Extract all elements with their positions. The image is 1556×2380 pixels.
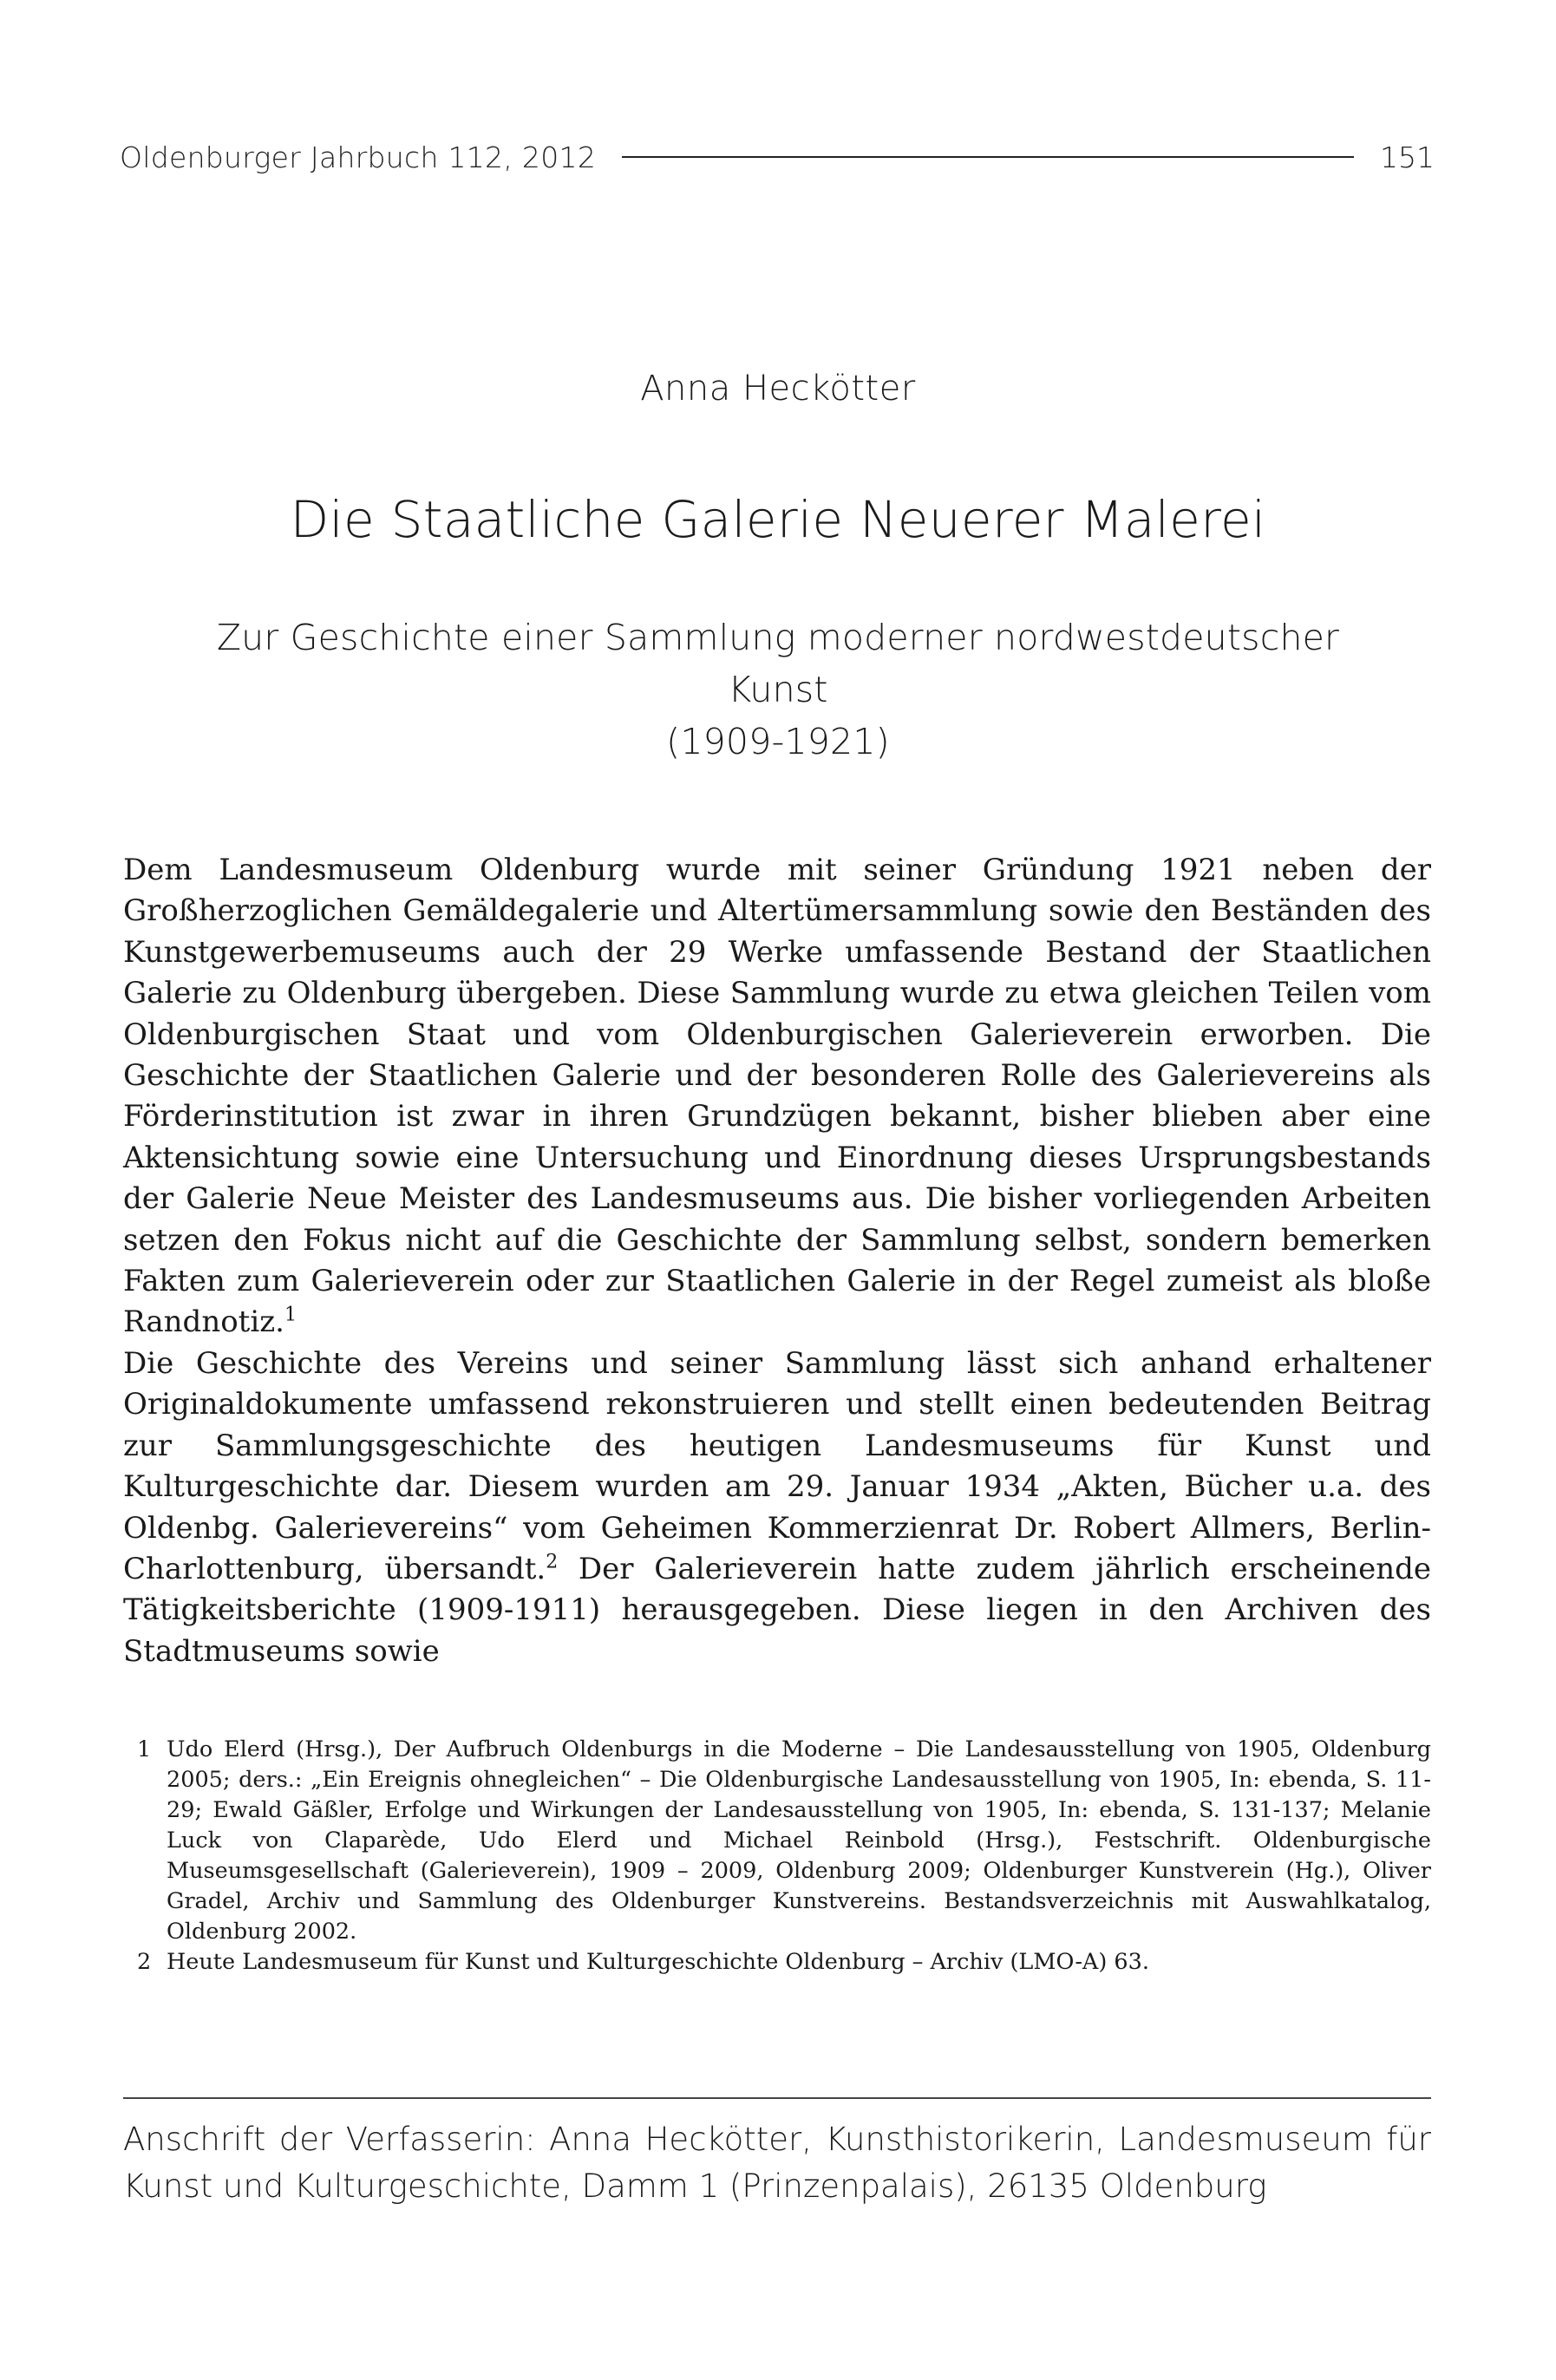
footnote-text: Heute Landesmuseum für Kunst und Kulturgeschichte Oldenburg – Archiv (LMO-A) 63. xyxy=(167,1949,1149,1975)
page-number: 151 xyxy=(1380,140,1435,174)
paragraph xyxy=(123,1344,1431,1672)
subtitle-line: Zur Geschichte einer Sammlung moderner nordwestdeutscher Kunst xyxy=(216,617,1340,710)
footnote xyxy=(137,1947,1431,1978)
footnote-text: Udo Elerd (Hrsg.), Der Aufbruch Oldenburgs in die Moderne – Die Landesausstellung von 1905, Oldenburg 2005; ders.: „Ein Ereignis ohnegleichen“ – Die Oldenburgische Landesausstellung von 1905, In: ebenda, S. 11-29; Ewald Gäßler, Erfolge und Wirkungen der Landesausstellung von 1905, In: ebenda, S. 131-137; Melanie Luck von Claparède, Udo Elerd und Michael Reinbold (Hrsg.), Festschrift. Oldenburgische Museumsgesellschaft (Galerieverein), 1909 – 2009, Oldenburg 2009; Oldenburger Kunstverein (Hg.), Oliver Gradel, Archiv und Sammlung des Oldenburger Kunstvereins. Bestandsverzeichnis mit Auswahlkatalog, Oldenburg 2002. xyxy=(167,1736,1431,1945)
footnote xyxy=(137,1735,1431,1947)
footnote-number: 2 xyxy=(137,1949,152,1975)
footnote-ref: 2 xyxy=(546,1551,559,1573)
paragraph xyxy=(123,850,1431,1344)
address-divider xyxy=(123,2097,1431,2099)
body-text xyxy=(123,850,1431,1672)
author-address: Anschrift der Verfasserin: Anna Heckötter, Kunsthistorikerin, Landesmuseum für Kunst und Kulturgeschichte, Damm 1 (Prinzenpalais), 26135 Oldenburg xyxy=(123,2121,1431,2205)
author-name: Anna Heckötter xyxy=(640,369,916,409)
footnotes xyxy=(137,1735,1431,1978)
running-header xyxy=(120,134,1435,180)
journal-title: Oldenburger Jahrbuch 112, 2012 xyxy=(120,140,597,174)
footnote-number: 1 xyxy=(137,1736,152,1762)
paragraph-text: Die Geschichte des Vereins und seiner Sammlung lässt sich anhand erhaltener Originaldokumente umfassend rekonstruieren und stellt einen bedeutenden Beitrag zur Sammlungsgeschichte des heutigen Landesmuseums für Kunst und Kulturgeschichte dar. Diesem wurden am 29. Januar 1934 „Akten, Bücher u.a. des Oldenbg. Galerievereins“ vom Geheimen Kommerzienrat Dr. Robert Allmers, Berlin-Charlottenburg, übersandt. xyxy=(123,1345,1431,1586)
paragraph-text: Der Galerieverein hatte zudem jährlich erscheinende Tätigkeitsberichte (1909-1911) herausgegeben. Diese liegen in den Archiven des Stadtmuseums sowie xyxy=(123,1551,1432,1669)
footnote-ref: 1 xyxy=(284,1304,297,1327)
article-subtitle xyxy=(199,611,1357,768)
paragraph-text: Dem Landesmuseum Oldenburg wurde mit seiner Gründung 1921 neben der Großherzoglichen Gemäldegalerie und Altertümersammlung sowie den Beständen des Kunstgewerbemuseums auch der 29 Werke umfassende Bestand der Staatlichen Galerie zu Oldenburg übergeben. Diese Sammlung wurde zu etwa gleichen Teilen vom Oldenburgischen Staat und vom Oldenburgischen Galerieverein erworben. Die Geschichte der Staatlichen Galerie und der besonderen Rolle des Galerievereins als Förderinstitution ist zwar in ihren Grundzügen bekannt, bisher blieben aber eine Aktensichtung sowie eine Untersuchung und Einordnung dieses Ursprungsbestands der Galerie Neue Meister des Landesmuseums aus. Die bisher vorliegenden Arbeiten setzen den Fokus nicht auf die Geschichte der Sammlung selbst, sondern bemerken Fakten zum Galerieverein oder zur Staatlichen Galerie in der Regel zumeist als bloße Randnotiz. xyxy=(123,853,1431,1340)
header-rule xyxy=(622,156,1354,158)
subtitle-years: (1909-1921) xyxy=(666,721,890,762)
article-title: Die Staatliche Galerie Neuerer Malerei xyxy=(290,490,1266,549)
